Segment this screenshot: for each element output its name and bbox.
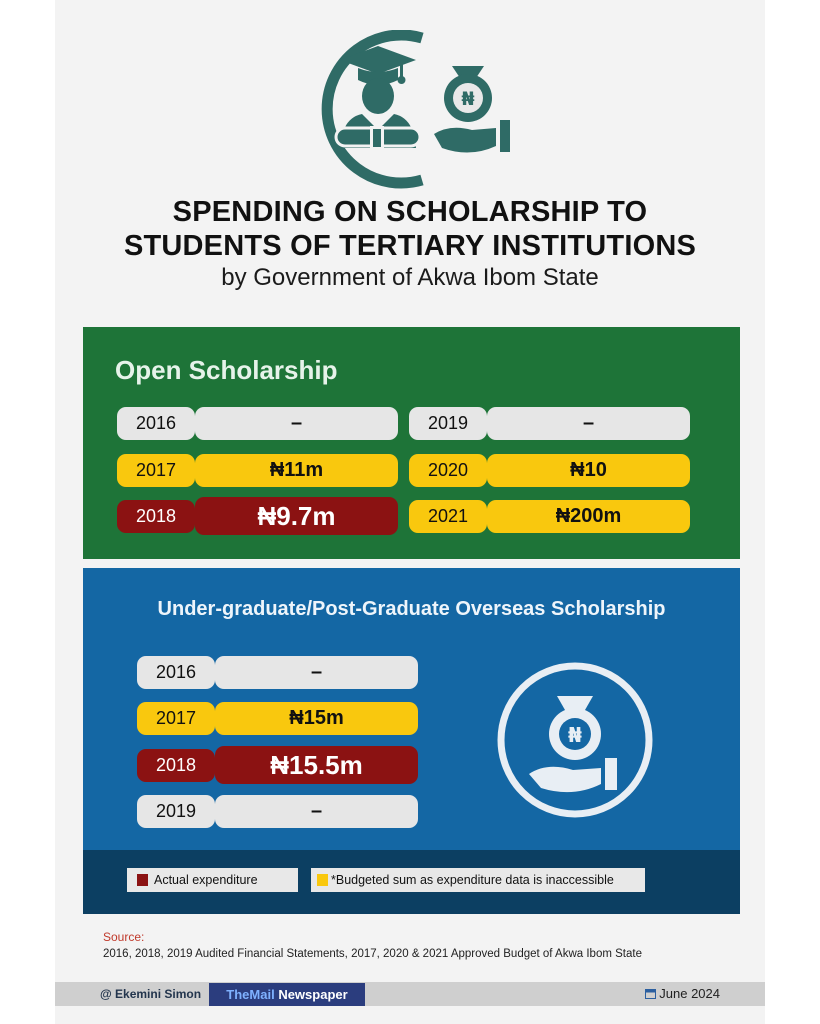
- brand-badge: [209, 983, 365, 1006]
- open-row-2019: [409, 407, 690, 440]
- open-scholarship-panel: [83, 327, 740, 559]
- svg-text:₦: ₦: [568, 723, 582, 747]
- year-label: 2019: [409, 407, 487, 440]
- value-label: –: [215, 795, 418, 828]
- open-row-2018: [117, 500, 398, 533]
- value-label: ₦15.5m: [215, 746, 418, 784]
- year-label: 2017: [117, 454, 195, 487]
- legend-actual-label: Actual expenditure: [154, 873, 258, 887]
- brand-name-a: TheMail: [226, 987, 275, 1002]
- year-label: 2016: [137, 656, 215, 689]
- open-scholarship-title: Open Scholarship: [115, 355, 338, 385]
- year-label: 2016: [117, 407, 195, 440]
- title-line-1: SPENDING ON SCHOLARSHIP TO: [172, 196, 648, 228]
- footer-bar: [55, 982, 765, 1006]
- legend-actual: [127, 868, 298, 892]
- value-label: –: [215, 656, 418, 689]
- legend-budgeted: [311, 868, 645, 892]
- value-label: ₦11m: [195, 454, 398, 487]
- legend-budgeted-label: *Budgeted sum as expenditure data is inaccessible: [331, 873, 614, 887]
- source-text: 2016, 2018, 2019 Audited Financial Statements, 2017, 2020 & 2021 Approved Budget of Akwa Ibom State: [103, 948, 642, 960]
- open-row-2017: [117, 454, 398, 487]
- year-label: 2017: [137, 702, 215, 735]
- year-label: 2018: [137, 749, 215, 782]
- date-label: [645, 982, 720, 1006]
- overseas-row-2018: [137, 749, 418, 782]
- source-label: Source:: [103, 930, 145, 944]
- overseas-scholarship-panel: [83, 568, 740, 850]
- value-label: –: [487, 407, 690, 440]
- year-label: 2021: [409, 500, 487, 533]
- title-line-2: STUDENTS OF TERTIARY INSTITUTIONS: [123, 230, 697, 262]
- date-text: June 2024: [659, 986, 720, 1001]
- open-row-2021: [409, 500, 690, 533]
- value-label: ₦9.7m: [195, 497, 398, 535]
- value-label: ₦15m: [215, 702, 418, 735]
- value-label: –: [195, 407, 398, 440]
- overseas-row-2016: [137, 656, 418, 689]
- subtitle: by Government of Akwa Ibom State: [221, 264, 599, 291]
- svg-text:₦: ₦: [461, 88, 475, 110]
- legend-bar: [83, 850, 740, 914]
- year-label: 2019: [137, 795, 215, 828]
- author-credit: @ Ekemini Simon: [100, 987, 202, 1001]
- year-label: 2018: [117, 500, 195, 533]
- year-label: 2020: [409, 454, 487, 487]
- legend-swatch-yellow: [317, 874, 328, 886]
- overseas-scholarship-title: Under-graduate/Post-Graduate Overseas Scholarship: [157, 598, 666, 620]
- money-bag-hand-icon: [493, 658, 657, 822]
- legend-swatch-red: [137, 874, 148, 886]
- open-row-2020: [409, 454, 690, 487]
- value-label: ₦200m: [487, 500, 690, 533]
- calendar-icon: [645, 988, 656, 999]
- value-label: ₦10: [487, 454, 690, 487]
- overseas-row-2017: [137, 702, 418, 735]
- brand-name-b: Newspaper: [274, 987, 348, 1002]
- open-row-2016: [117, 407, 398, 440]
- overseas-row-2019: [137, 795, 418, 828]
- graduate-scholarship-icon: [300, 30, 530, 190]
